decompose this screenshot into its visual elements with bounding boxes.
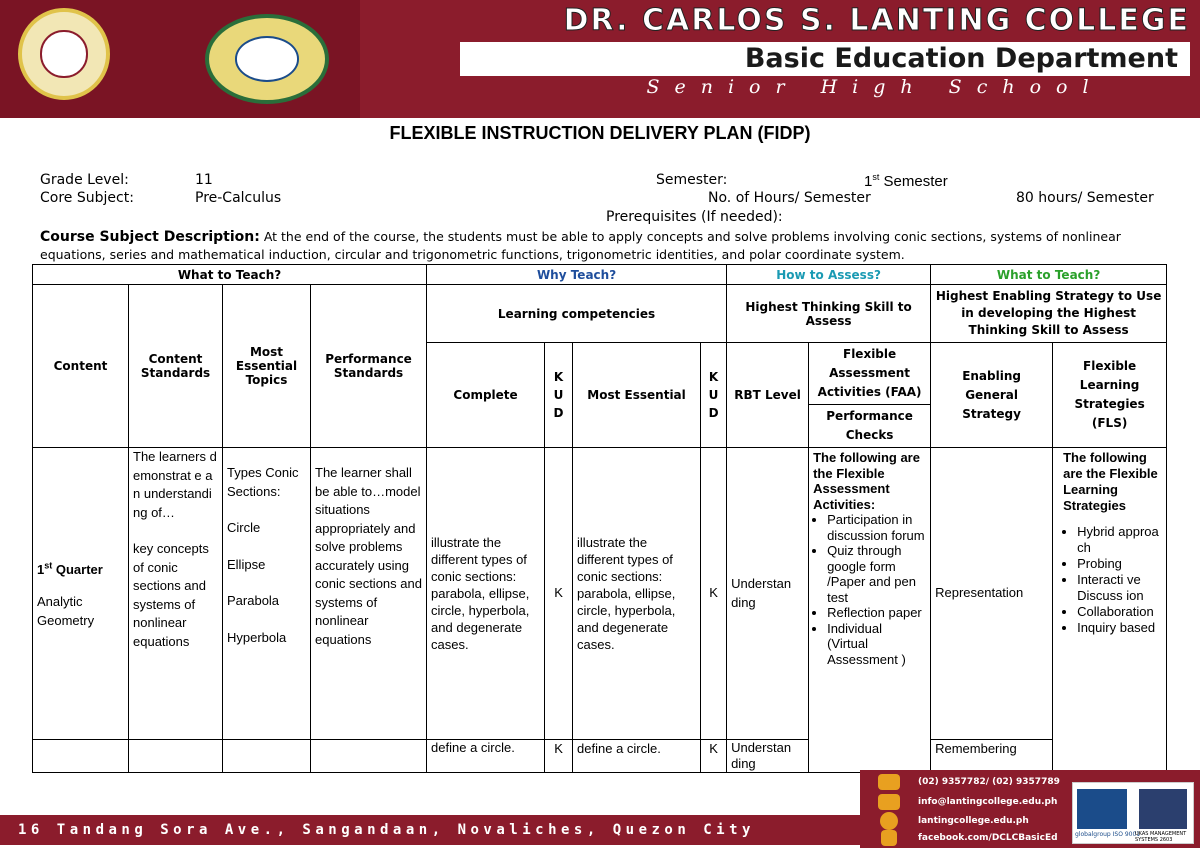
table-row bbox=[33, 448, 1167, 740]
group-header-row bbox=[33, 265, 1167, 285]
header-banner bbox=[0, 0, 1200, 118]
kud-cell-2: K bbox=[701, 448, 727, 740]
cert-text: globalgroup ISO 9001 bbox=[1075, 831, 1141, 838]
rbt-level-header: RBT Level bbox=[727, 343, 809, 448]
what-to-teach-2-header: What to Teach? bbox=[931, 265, 1167, 285]
semester-value: 1st Semester bbox=[864, 172, 948, 190]
highest-thinking-header: Highest Thinking Skill to Assess bbox=[727, 285, 931, 343]
enabling-strategy-cell: Remembering bbox=[931, 740, 1053, 773]
most-essential-header: Most Essential bbox=[573, 343, 701, 448]
rbt-level-cell: Understan ding bbox=[727, 448, 809, 740]
content-standards-cell: The learners demonstrat e an understandi ng of… key concepts of conic sections and systems of nonlinear equations bbox=[129, 448, 223, 740]
certification-logos bbox=[1072, 782, 1194, 844]
semester-label: Semester: bbox=[656, 172, 728, 188]
rbt-level-cell: Understan ding bbox=[727, 740, 809, 773]
most-essential-cell: define a circle. bbox=[573, 740, 701, 773]
school-level: Senior High School bbox=[646, 76, 1104, 98]
faa-list bbox=[813, 512, 926, 667]
complete-competency-cell: illustrate the different types of conic sections: parabola, ellipse, circle, hyperbola, and degenerate cases. bbox=[427, 448, 545, 740]
kud-header-2: K U D bbox=[701, 343, 727, 448]
most-essential-topics-header: Most Essential Topics bbox=[223, 285, 311, 448]
footer-facebook: facebook.com/DCLCBasicEd bbox=[918, 833, 1058, 843]
complete-competency-cell: define a circle. bbox=[427, 740, 545, 773]
basic-education-seal-logo bbox=[205, 14, 329, 104]
list-item: • Participation in discussion forum bbox=[827, 512, 926, 543]
course-description bbox=[40, 228, 1180, 264]
table-row bbox=[33, 740, 1167, 773]
quarter-label: 1st Quarter bbox=[37, 560, 103, 577]
how-to-assess-header: How to Assess? bbox=[727, 265, 931, 285]
globe-icon bbox=[880, 812, 898, 830]
department-name: Basic Education Department bbox=[460, 42, 1190, 76]
grade-level-row bbox=[40, 172, 129, 188]
most-essential-cell: illustrate the different types of conic sections: parabola, ellipse, circle, hyperbola, and degenerate cases. bbox=[573, 448, 701, 740]
ukas-text: UKAS MANAGEMENT SYSTEMS 2603 bbox=[1135, 831, 1187, 843]
content-standards-header: Content Standards bbox=[129, 285, 223, 448]
faa-header: Flexible Assessment Activities (FAA) Performance Checks bbox=[809, 343, 931, 448]
fidp-table bbox=[32, 264, 1167, 773]
grade-level-value: 11 bbox=[195, 172, 213, 188]
grade-level-label: Grade Level: bbox=[40, 172, 129, 188]
document-title: FLEXIBLE INSTRUCTION DELIVERY PLAN (FIDP) bbox=[389, 123, 811, 143]
enabling-strategy-cell: Representation bbox=[931, 448, 1053, 740]
college-seal-logo bbox=[18, 8, 110, 100]
why-teach-header: Why Teach? bbox=[427, 265, 727, 285]
facebook-icon bbox=[881, 830, 897, 846]
list-item: • Inquiry based bbox=[1077, 620, 1162, 636]
content-topic: Analytic Geometry bbox=[37, 594, 95, 628]
fls-list bbox=[1063, 524, 1162, 636]
kud-cell-2: K bbox=[701, 740, 727, 773]
complete-header: Complete bbox=[427, 343, 545, 448]
hours-value: 80 hours/ Semester bbox=[1016, 190, 1154, 206]
ukas-logo-icon bbox=[1139, 789, 1187, 829]
kud-cell-1: K bbox=[545, 448, 573, 740]
description-label: Course Subject Description: bbox=[40, 229, 260, 245]
fls-cell: The following are the Flexible Learning Strategies • Hybrid approa ch • Probing • Interacti ve Discuss ion • Collaboration • Inquiry based bbox=[1053, 448, 1167, 773]
fls-header: Flexible Learning Strategies (FLS) bbox=[1053, 343, 1167, 448]
footer-phone: (02) 9357782/ (02) 9357789 bbox=[918, 777, 1060, 787]
hours-label: No. of Hours/ Semester bbox=[708, 190, 871, 206]
list-item: • Interacti ve Discuss ion bbox=[1077, 572, 1162, 604]
faa-cell: The following are the Flexible Assessment Activities: • Participation in discussion forum • Quiz through google form /Paper and pen test • Reflection paper • Individual (Virtual Assessment ) bbox=[809, 448, 931, 773]
globalgroup-logo-icon bbox=[1077, 789, 1127, 829]
performance-standards-header: Performance Standards bbox=[311, 285, 427, 448]
description-text: At the end of the course, the students must be able to apply concepts and solve problems involving conic sections, systems of nonlinear equations, series and mathematical induction, circular and trigonometric functions, trigonometric identities, and polar coordinate system. bbox=[40, 229, 1121, 262]
phone-icon bbox=[878, 774, 900, 790]
list-item: • Hybrid approa ch bbox=[1077, 524, 1162, 556]
kud-cell-1: K bbox=[545, 740, 573, 773]
college-name: DR. CARLOS S. LANTING COLLEGE bbox=[563, 3, 1190, 38]
list-item: • Collaboration bbox=[1077, 604, 1162, 620]
prerequisites-label: Prerequisites (If needed): bbox=[606, 209, 783, 225]
core-subject-label: Core Subject: bbox=[40, 190, 134, 206]
core-subject-value: Pre-Calculus bbox=[195, 190, 282, 206]
performance-standards-cell: The learner shall be able to…model situations appropriately and solve problems accurately using conic sections and systems of nonlinear equations bbox=[311, 448, 427, 740]
list-item: • Reflection paper bbox=[827, 605, 926, 621]
list-item: • Quiz through google form /Paper and pen test bbox=[827, 543, 926, 605]
what-to-teach-header: What to Teach? bbox=[33, 265, 427, 285]
content-header: Content bbox=[33, 285, 129, 448]
content-cell bbox=[33, 448, 129, 740]
list-item: • Probing bbox=[1077, 556, 1162, 572]
footer-email: info@lantingcollege.edu.ph bbox=[918, 797, 1058, 807]
footer-website: lantingcollege.edu.ph bbox=[918, 816, 1029, 826]
footer-address: 16 Tandang Sora Ave., Sangandaan, Novaliches, Quezon City bbox=[0, 815, 860, 845]
learning-competencies-header: Learning competencies bbox=[427, 285, 727, 343]
list-item: • Individual (Virtual Assessment ) bbox=[827, 621, 926, 668]
kud-header-1: K U D bbox=[545, 343, 573, 448]
email-icon bbox=[878, 794, 900, 810]
highest-enabling-header: Highest Enabling Strategy to Use in developing the Highest Thinking Skill to Assess bbox=[931, 285, 1167, 343]
enabling-general-header: Enabling General Strategy bbox=[931, 343, 1053, 448]
topics-cell: Types Conic Sections: Circle Ellipse Parabola Hyperbola bbox=[223, 448, 311, 740]
